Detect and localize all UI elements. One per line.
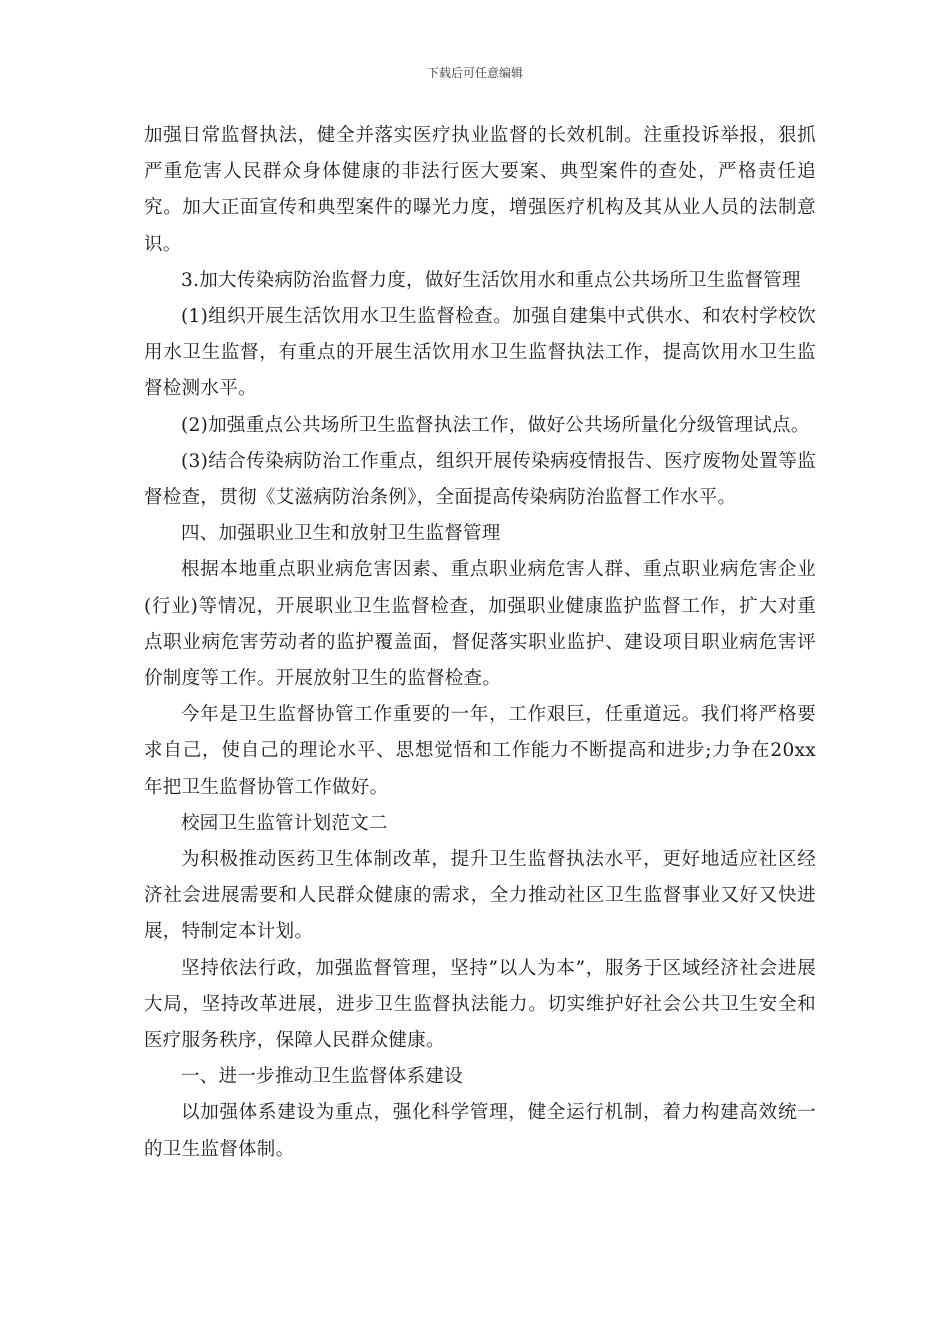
paragraph: (3)结合传染病防治工作重点，组织开展传染病疫情报告、医疗废物处置等监督检查，贯彻《艾滋病防治条例》，全面提高传染病防治监督工作水平。 xyxy=(144,450,816,509)
paragraph: 根据本地重点职业病危害因素、重点职业病危害人群、重点职业病危害企业(行业)等情况，开展职业卫生监督检查，加强职业健康监护监督工作，扩大对重点职业病危害劳动者的监护覆盖面，督促落实职业监护、建设项目职业病危害评价制度等工作。开展放射卫生的监督检查。 xyxy=(144,559,816,690)
paragraph: (1)组织开展生活饮用水卫生监督检查。加强自建集中式供水、和农村学校饮用水卫生监督，有重点的开展生活饮用水卫生监督执法工作，提高饮用水卫生监督检测水平。 xyxy=(144,306,816,400)
section-heading: 四、加强职业卫生和放射卫生监督管理 xyxy=(181,523,501,545)
document-subtitle: 校园卫生监管计划范文二 xyxy=(181,812,388,834)
paragraph: 今年是卫生监督协管工作重要的一年，工作艰巨，任重道远。我们将严格要求自己，使自己的理论水平、思想觉悟和工作能力不断提高和进步;力争在20xx年把卫生监督协管工作做好。 xyxy=(144,704,816,798)
paragraph: 为积极推动医药卫生体制改革，提升卫生监督执法水平，更好地适应社区经济社会进展需要和人民群众健康的需求，全力推动社区卫生监督事业又好又快进展，特制定本计划。 xyxy=(144,849,816,943)
page-header-note: 下载后可任意编辑 xyxy=(426,66,523,80)
paragraph: 以加强体系建设为重点，强化科学管理，健全运行机制，着力构建高效统一的卫生监督体制。 xyxy=(144,1102,816,1160)
document-body xyxy=(144,118,816,1168)
section-heading: 一、进一步推动卫生监督体系建设 xyxy=(181,1066,464,1088)
paragraph: 坚持依法行政，加强监督管理，坚持”以人为本”，服务于区域经济社会进展大局，坚持改革进展，进步卫生监督执法能力。切实维护好社会公共卫生安全和医疗服务秩序，保障人民群众健康。 xyxy=(144,957,816,1052)
section-heading: 3.加大传染病防治监督力度，做好生活饮用水和重点公共场所卫生监督管理 xyxy=(181,269,801,291)
paragraph: (2)加强重点公共场所卫生监督执法工作，做好公共场所量化分级管理试点。 xyxy=(181,414,810,436)
paragraph: 加强日常监督执法，健全并落实医疗执业监督的长效机制。注重投诉举报，狠抓严重危害人民群众身体健康的非法行医大要案、典型案件的查处，严格责任追究。加大正面宣传和典型案件的曝光力度，增强医疗机构及其从业人员的法制意识。 xyxy=(144,125,816,255)
